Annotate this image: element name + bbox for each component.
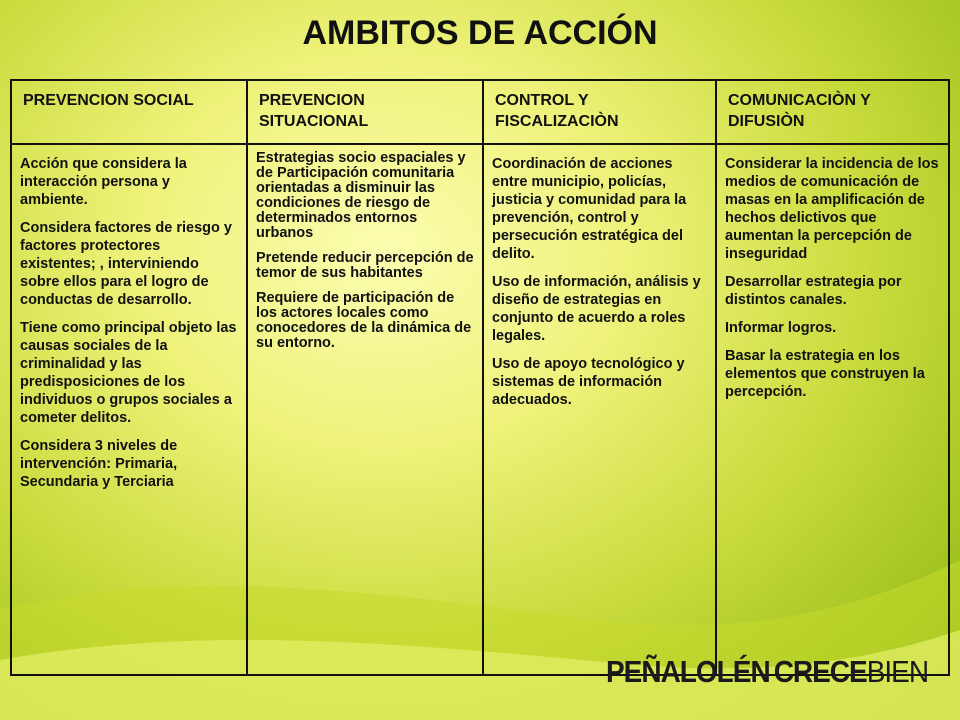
paragraph: Considera factores de riesgo y factores protectores existentes; , interviniendo sobre ellos para el logro de conductas de desarrollo. bbox=[20, 220, 232, 308]
paragraph: Considera 3 niveles de intervención: Primaria, Secundaria y Terciaria bbox=[20, 438, 178, 490]
penalolen-crece-bien-logo bbox=[606, 652, 929, 692]
paragraph: Informar logros. bbox=[725, 320, 837, 336]
paragraph: Estrategias socio espaciales y de Participación comunitaria orientadas a disminuir las condiciones de riesgo de determinados entornos urbanos bbox=[256, 150, 466, 241]
paragraph: Requiere de participación de los actores locales como conocedores de la dinámica de su entorno. bbox=[256, 290, 472, 351]
paragraph: Uso de apoyo tecnológico y sistemas de información adecuados. bbox=[492, 356, 685, 408]
header-comunicacion-difusion: COMUNICACIÒN Y DIFUSIÒN bbox=[717, 81, 948, 145]
header-control-fiscalizacion: CONTROL Y FISCALIZACIÒN bbox=[484, 81, 717, 145]
logo-text-penalolen: PEÑALOLÉN bbox=[606, 654, 770, 689]
paragraph: Coordinación de acciones entre municipio, policías, justicia y comunidad para la prevención, control y persecución estratégica del delito. bbox=[492, 156, 687, 262]
paragraph: Desarrollar estrategia por distintos canales. bbox=[725, 274, 902, 308]
paragraph: Pretende reducir percepción de temor de sus habitantes bbox=[256, 250, 474, 281]
paragraph: Tiene como principal objeto las causas sociales de la criminalidad y las predisposiciones de los individuos o grupos sociales a cometer delitos. bbox=[20, 320, 237, 426]
paragraph: Basar la estrategia en los elementos que construyen la percepción. bbox=[725, 348, 925, 400]
column-prevencion-situacional bbox=[248, 145, 484, 674]
column-prevencion-social bbox=[12, 145, 248, 674]
paragraph: Uso de información, análisis y diseño de estrategias en conjunto de acuerdo a roles legales. bbox=[492, 274, 701, 344]
header-prevencion-situacional: PREVENCION SITUACIONAL bbox=[248, 81, 484, 145]
paragraph: Considerar la incidencia de los medios de comunicación de masas en la amplificación de hechos delictivos que aumentan la percepción de inseguridad bbox=[725, 156, 939, 262]
paragraph: Acción que considera la interacción persona y ambiente. bbox=[20, 156, 187, 208]
column-control-fiscalizacion bbox=[484, 145, 717, 674]
column-comunicacion-difusion bbox=[717, 145, 948, 674]
logo-text-crece: CRECE bbox=[773, 654, 867, 689]
ambitos-table bbox=[10, 79, 950, 676]
page-title: AMBITOS DE ACCIÓN bbox=[302, 14, 658, 52]
logo-text-bien: BIEN bbox=[866, 654, 929, 689]
header-prevencion-social: PREVENCION SOCIAL bbox=[12, 81, 248, 145]
